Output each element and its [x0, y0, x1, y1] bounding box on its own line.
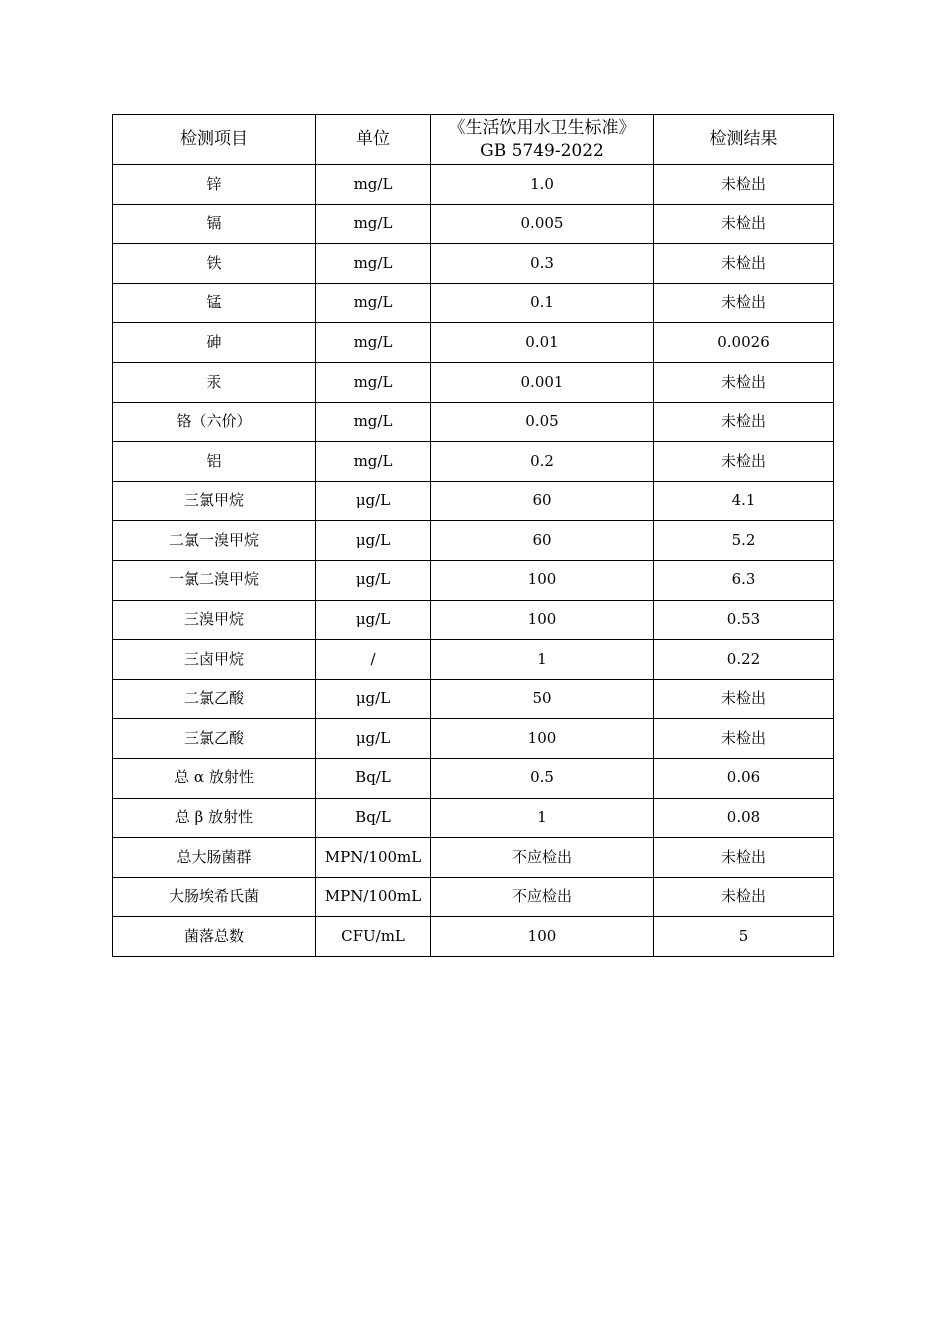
- cell-item: 三溴甲烷: [113, 600, 316, 640]
- cell-standard: 0.1: [431, 283, 654, 323]
- water-quality-table: [112, 114, 834, 957]
- cell-standard: 0.3: [431, 244, 654, 284]
- cell-unit: μg/L: [316, 600, 431, 640]
- cell-item: 汞: [113, 362, 316, 402]
- cell-unit: μg/L: [316, 521, 431, 561]
- cell-item: 锰: [113, 283, 316, 323]
- cell-standard: 0.05: [431, 402, 654, 442]
- cell-result: 未检出: [654, 719, 834, 759]
- cell-standard: 100: [431, 600, 654, 640]
- cell-unit: mg/L: [316, 362, 431, 402]
- cell-unit: μg/L: [316, 679, 431, 719]
- cell-unit: /: [316, 640, 431, 680]
- table-row: [113, 402, 834, 442]
- cell-item: 总 β 放射性: [113, 798, 316, 838]
- cell-unit: Bq/L: [316, 758, 431, 798]
- cell-result: 未检出: [654, 838, 834, 878]
- table-row: [113, 244, 834, 284]
- cell-unit: μg/L: [316, 481, 431, 521]
- cell-unit: mg/L: [316, 165, 431, 205]
- cell-item: 铬（六价）: [113, 402, 316, 442]
- table-row: [113, 640, 834, 680]
- header-standard: [431, 115, 654, 165]
- table-row: [113, 719, 834, 759]
- cell-unit: mg/L: [316, 402, 431, 442]
- cell-unit: μg/L: [316, 560, 431, 600]
- cell-item: 菌落总数: [113, 917, 316, 957]
- header-unit: 单位: [316, 115, 431, 165]
- table-row: [113, 165, 834, 205]
- cell-item: 三氯甲烷: [113, 481, 316, 521]
- cell-result: 4.1: [654, 481, 834, 521]
- table-row: [113, 204, 834, 244]
- cell-standard: 60: [431, 481, 654, 521]
- cell-result: 6.3: [654, 560, 834, 600]
- cell-result: 5: [654, 917, 834, 957]
- cell-standard: 100: [431, 719, 654, 759]
- cell-item: 锌: [113, 165, 316, 205]
- cell-result: 0.53: [654, 600, 834, 640]
- cell-standard: 60: [431, 521, 654, 561]
- cell-unit: mg/L: [316, 323, 431, 363]
- table-row: [113, 679, 834, 719]
- cell-standard: 1.0: [431, 165, 654, 205]
- table-row: [113, 600, 834, 640]
- cell-standard: 1: [431, 640, 654, 680]
- cell-standard: 0.5: [431, 758, 654, 798]
- cell-unit: mg/L: [316, 442, 431, 482]
- cell-item: 三氯乙酸: [113, 719, 316, 759]
- cell-unit: MPN/100mL: [316, 877, 431, 917]
- cell-standard: 100: [431, 917, 654, 957]
- cell-unit: Bq/L: [316, 798, 431, 838]
- cell-result: 未检出: [654, 877, 834, 917]
- cell-item: 镉: [113, 204, 316, 244]
- cell-standard: 50: [431, 679, 654, 719]
- cell-standard: 0.2: [431, 442, 654, 482]
- header-standard-line1: 《生活饮用水卫生标准》: [448, 118, 636, 139]
- cell-standard: 1: [431, 798, 654, 838]
- table-row: [113, 323, 834, 363]
- cell-result: 5.2: [654, 521, 834, 561]
- header-item: 检测项目: [113, 115, 316, 165]
- cell-item: 三卤甲烷: [113, 640, 316, 680]
- cell-result: 未检出: [654, 362, 834, 402]
- header-standard-line2: GB 5749-2022: [480, 140, 604, 161]
- cell-standard: 100: [431, 560, 654, 600]
- cell-standard: 不应检出: [431, 838, 654, 878]
- table-row: [113, 283, 834, 323]
- cell-result: 0.08: [654, 798, 834, 838]
- table-row: [113, 521, 834, 561]
- cell-item: 铁: [113, 244, 316, 284]
- cell-item: 铝: [113, 442, 316, 482]
- table-row: [113, 442, 834, 482]
- table-row: [113, 838, 834, 878]
- table-header-row: [113, 115, 834, 165]
- cell-unit: mg/L: [316, 204, 431, 244]
- cell-item: 总大肠菌群: [113, 838, 316, 878]
- cell-unit: μg/L: [316, 719, 431, 759]
- cell-standard: 0.001: [431, 362, 654, 402]
- cell-item: 二氯一溴甲烷: [113, 521, 316, 561]
- table-row: [113, 560, 834, 600]
- table-row: [113, 798, 834, 838]
- cell-result: 0.22: [654, 640, 834, 680]
- cell-result: 未检出: [654, 283, 834, 323]
- table-row: [113, 877, 834, 917]
- cell-item: 砷: [113, 323, 316, 363]
- cell-result: 未检出: [654, 165, 834, 205]
- cell-result: 未检出: [654, 204, 834, 244]
- cell-item: 一氯二溴甲烷: [113, 560, 316, 600]
- header-result: 检测结果: [654, 115, 834, 165]
- table-row: [113, 758, 834, 798]
- table-row: [113, 481, 834, 521]
- cell-unit: MPN/100mL: [316, 838, 431, 878]
- cell-result: 未检出: [654, 679, 834, 719]
- cell-unit: mg/L: [316, 283, 431, 323]
- cell-unit: mg/L: [316, 244, 431, 284]
- cell-standard: 0.01: [431, 323, 654, 363]
- cell-result: 未检出: [654, 442, 834, 482]
- cell-item: 大肠埃希氏菌: [113, 877, 316, 917]
- table-row: [113, 362, 834, 402]
- cell-result: 未检出: [654, 402, 834, 442]
- cell-standard: 0.005: [431, 204, 654, 244]
- table-row: [113, 917, 834, 957]
- cell-standard: 不应检出: [431, 877, 654, 917]
- cell-result: 0.06: [654, 758, 834, 798]
- cell-item: 总 α 放射性: [113, 758, 316, 798]
- cell-unit: CFU/mL: [316, 917, 431, 957]
- cell-result: 0.0026: [654, 323, 834, 363]
- cell-result: 未检出: [654, 244, 834, 284]
- cell-item: 二氯乙酸: [113, 679, 316, 719]
